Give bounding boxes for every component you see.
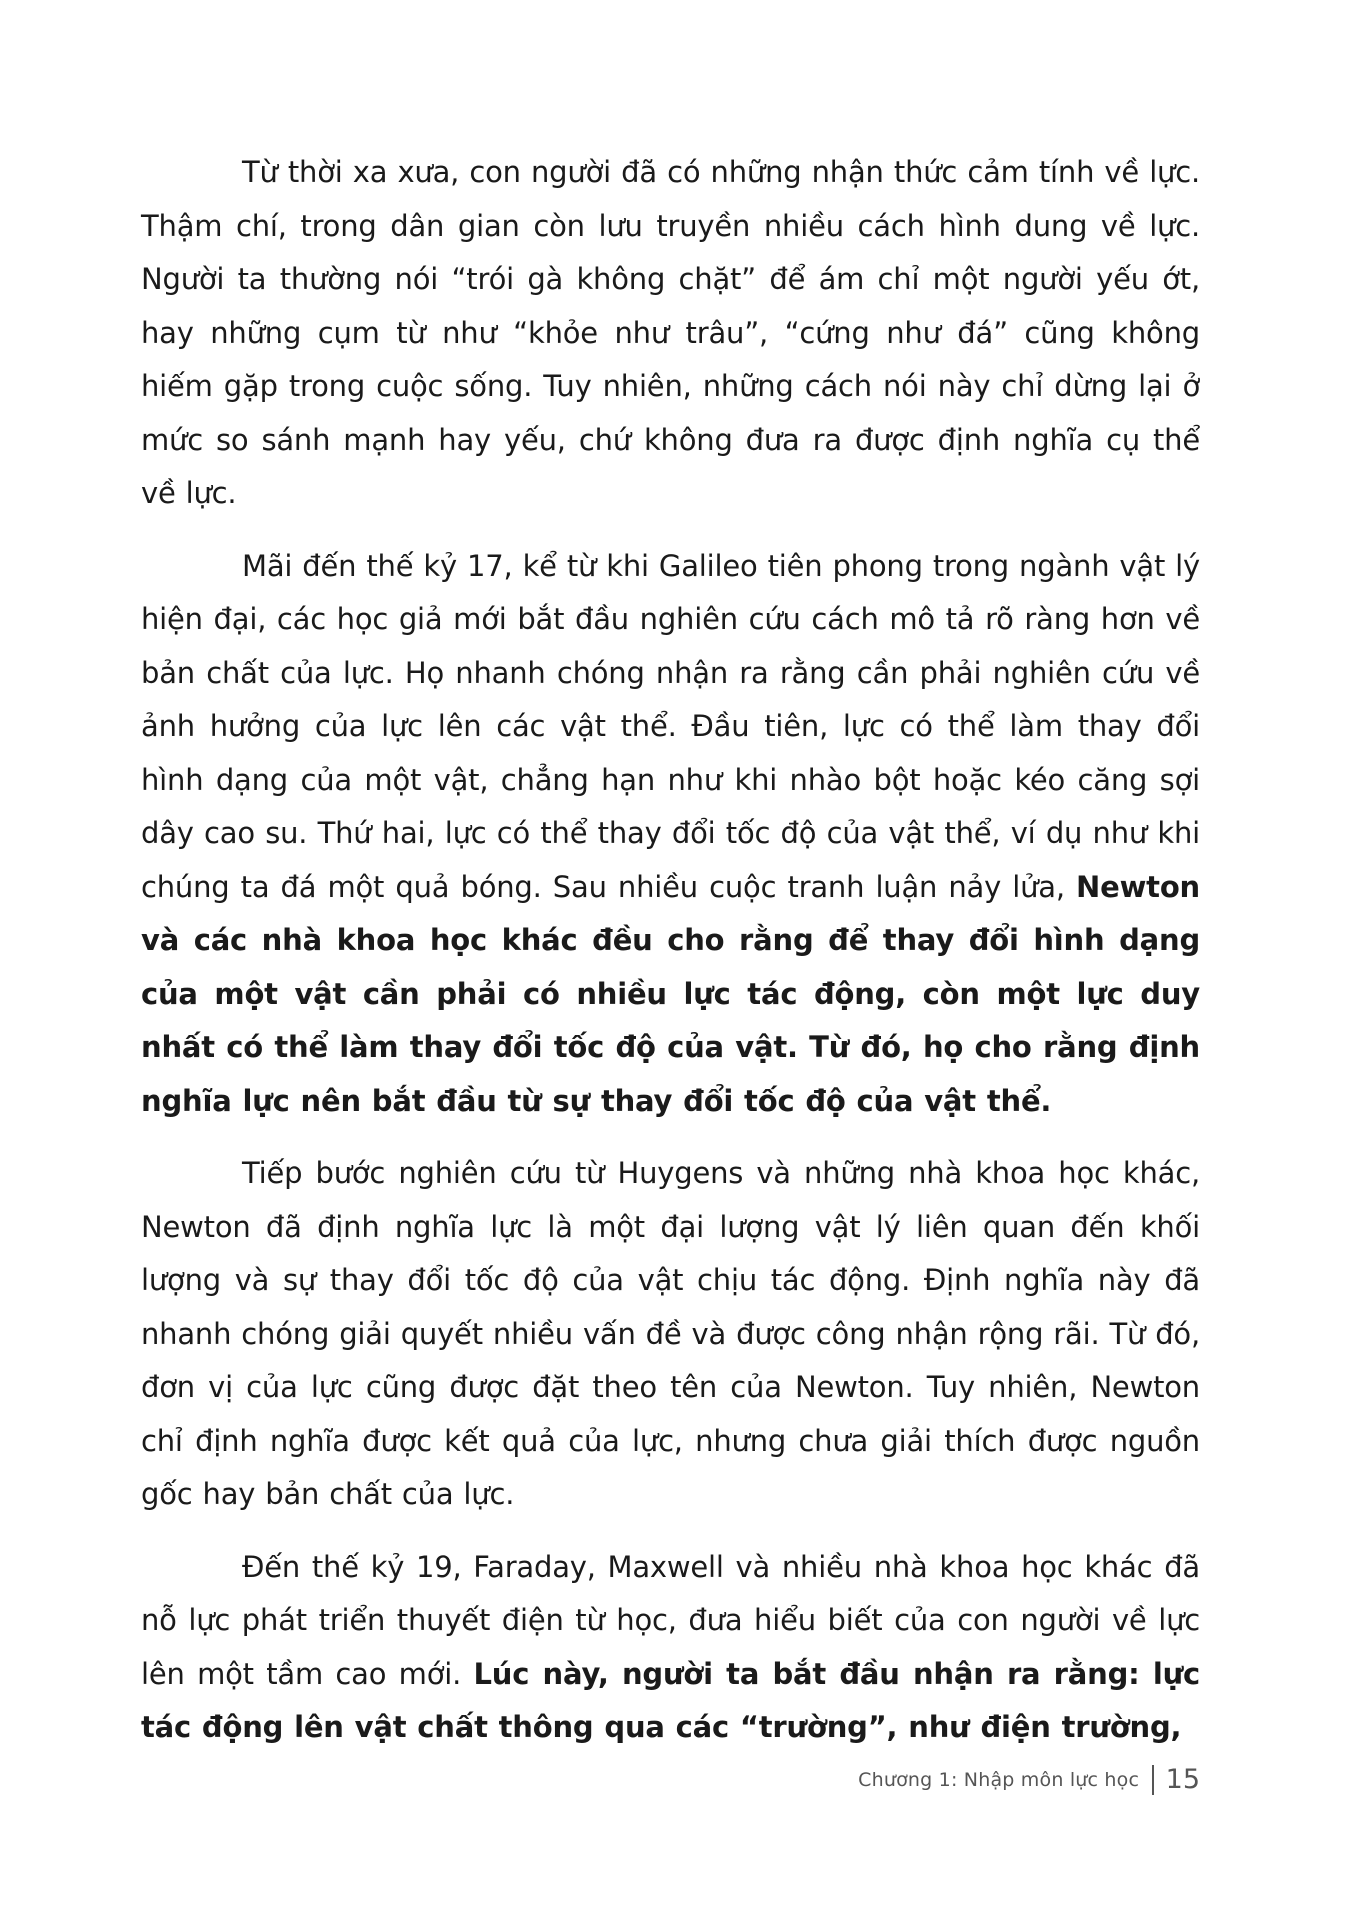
paragraph-3 — [141, 1147, 1200, 1522]
paragraph-3-text: Tiếp bước nghiên cứu từ Huygens và những nhà khoa học khác, Newton đã định nghĩa lực là một đại lượng vật lý liên quan đến khối lượng và sự thay đổi tốc độ của vật chịu tác động. Định nghĩa này đã nhanh chóng giải quyết nhiều vấn đề và được công nhận rộng rãi. Từ đó, đơn vị của lực cũng được đặt theo tên của Newton. Tuy nhiên, Newton chỉ định nghĩa được kết quả của lực, nhưng chưa giải thích được nguồn gốc hay bản chất của lực. — [141, 1156, 1200, 1511]
paragraph-2 — [141, 540, 1200, 1129]
footer-divider — [1152, 1765, 1154, 1795]
paragraph-1-text: Từ thời xa xưa, con người đã có những nhận thức cảm tính về lực. Thậm chí, trong dân gian còn lưu truyền nhiều cách hình dung về lực. Người ta thường nói “trói gà không chặt” để ám chỉ một người yếu ớt, hay những cụm từ như “khỏe như trâu”, “cứng như đá” cũng không hiếm gặp trong cuộc sống. Tuy nhiên, những cách nói này chỉ dừng lại ở mức so sánh mạnh hay yếu, chứ không đưa ra được định nghĩa cụ thể về lực. — [141, 155, 1200, 510]
paragraph-2-text: Mãi đến thế kỷ 17, kể từ khi Galileo tiên phong trong ngành vật lý hiện đại, các học giả mới bắt đầu nghiên cứu cách mô tả rõ ràng hơn về bản chất của lực. Họ nhanh chóng nhận ra rằng cần phải nghiên cứu về ảnh hưởng của lực lên các vật thể. Đầu tiên, lực có thể làm thay đổi hình dạng của một vật, chẳng hạn như khi nhào bột hoặc kéo căng sợi dây cao su. Thứ hai, lực có thể thay đổi tốc độ của vật thể, ví dụ như khi chúng ta đá một quả bóng. Sau nhiều cuộc tranh luận nảy lửa, — [141, 548, 1200, 904]
page-footer — [858, 1764, 1200, 1795]
paragraph-4 — [141, 1541, 1200, 1755]
paragraph-4-bold-text: Lúc này, người ta bắt đầu nhận ra rằng: lực tác động lên vật chất thông qua các “trường”, như điện trường, — [141, 1656, 1201, 1744]
page-body — [141, 146, 1200, 1774]
paragraph-2-bold-text: Newton và các nhà khoa học khác đều cho rằng để thay đổi hình dạng của một vật cần phải có nhiều lực tác động, còn một lực duy nhất có thể làm thay đổi tốc độ của vật. Từ đó, họ cho rằng định nghĩa lực nên bắt đầu từ sự thay đổi tốc độ của vật thể. — [141, 869, 1200, 1118]
paragraph-1 — [141, 146, 1200, 521]
page-number: 15 — [1165, 1764, 1200, 1795]
chapter-title: Chương 1: Nhập môn lực học — [858, 1768, 1140, 1791]
paragraph-4-text: Đến thế kỷ 19, Faraday, Maxwell và nhiều nhà khoa học khác đã nỗ lực phát triển thuyết điện từ học, đưa hiểu biết của con người về lực lên một tầm cao mới. — [141, 1549, 1200, 1691]
